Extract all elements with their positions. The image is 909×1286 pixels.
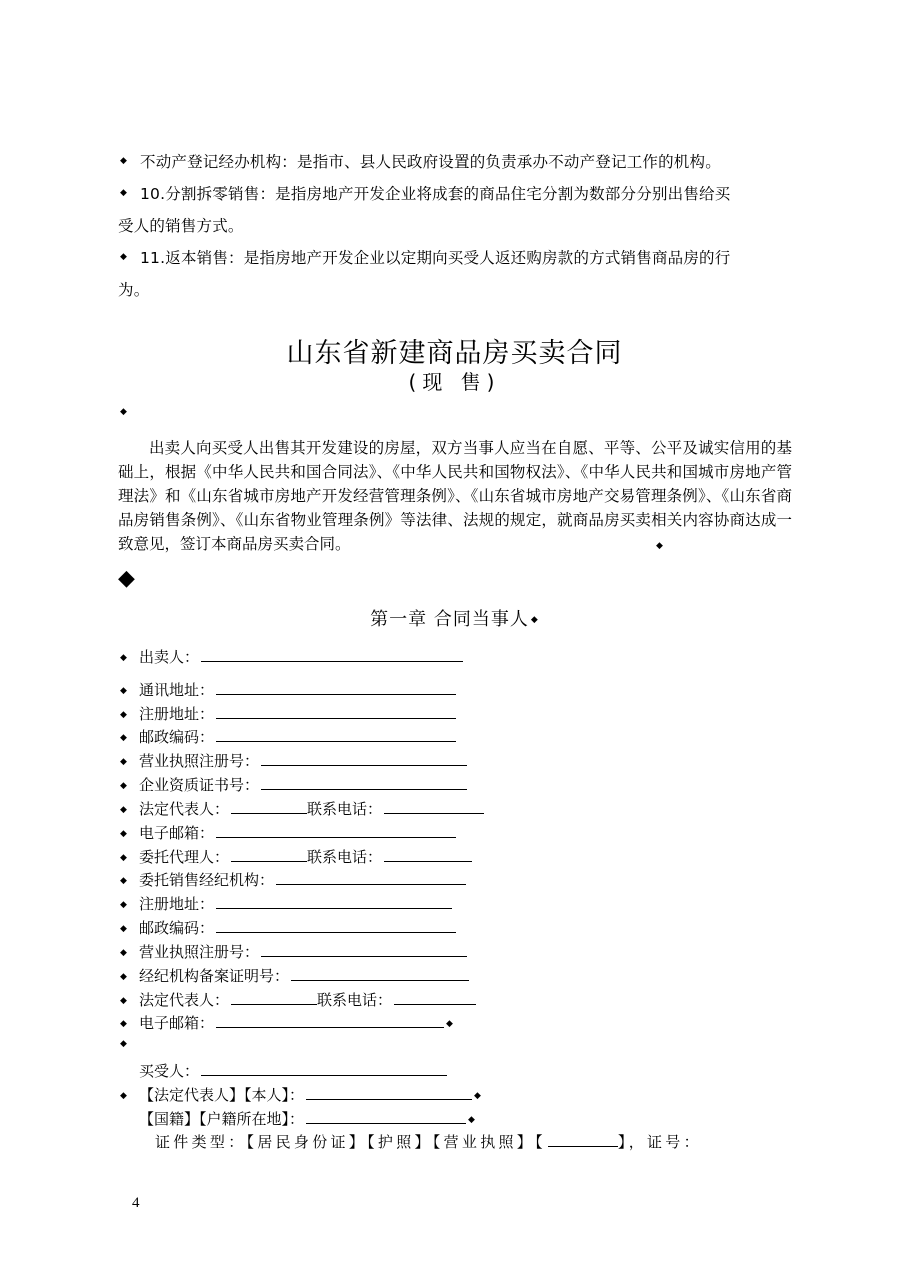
agency-postal-code-input[interactable]	[216, 918, 456, 933]
legal-rep-phone-input[interactable]	[384, 799, 484, 814]
bullet-icon: ◆	[120, 852, 127, 863]
bullet-icon: ◆	[120, 899, 127, 910]
contact-address-input[interactable]	[216, 680, 456, 695]
contract-title: 山东省新建商品房买卖合同	[286, 338, 623, 369]
bullet-icon: ◆	[120, 1018, 127, 1029]
agency-registered-address-input[interactable]	[216, 894, 452, 909]
bullet-icon: ◆	[120, 652, 127, 663]
postal-code-row: ◆ 邮政编码：	[120, 726, 456, 747]
bullet-icon: ◆	[120, 923, 127, 934]
agency-input[interactable]	[276, 870, 466, 885]
business-license-input[interactable]	[261, 751, 467, 766]
definition-10-line1: 10.分割拆零销售：是指房地产开发企业将成套的商品住宅分割为数部分分别出售给买	[140, 185, 731, 203]
registered-address-row: ◆ 注册地址：	[120, 703, 456, 724]
buyer-nationality-row: 【国籍】【户籍所在地】： ◆	[139, 1110, 475, 1128]
page-number: 4	[132, 1195, 140, 1211]
qualification-cert-input[interactable]	[261, 775, 467, 790]
buyer-id-row: 证件类型：【居民身份证】【护照】【营业执照】【 】，证号：	[155, 1133, 702, 1151]
qualification-cert-row: ◆ 企业资质证书号：	[120, 774, 467, 795]
bullet-icon: ◆	[120, 407, 127, 417]
bullet-icon: ◆	[120, 875, 127, 886]
postal-code-input[interactable]	[216, 727, 456, 742]
definition-1: 不动产登记经办机构：是指市、县人民政府设置的负责承办不动产登记工作的机构。	[140, 153, 721, 171]
bullet-icon: ◆	[468, 1114, 475, 1125]
definition-11-line2: 为。	[118, 281, 150, 299]
bullet-icon: ◆	[474, 1090, 481, 1101]
bullet-icon: ◆	[120, 995, 127, 1006]
agency-email-row: ◆ 电子邮箱： ◆	[120, 1014, 453, 1032]
bullet-icon: ◆	[120, 947, 127, 958]
bullet-icon: ◆	[656, 541, 663, 551]
agency-record-cert-row: ◆ 经纪机构备案证明号：	[120, 965, 469, 986]
buyer-id-type-input[interactable]	[548, 1132, 618, 1147]
agency-postal-code-row: ◆ 邮政编码：	[120, 917, 456, 938]
bullet-icon: ◆	[120, 1090, 127, 1101]
bullet-icon: ◆	[120, 188, 127, 198]
buyer-input[interactable]	[201, 1061, 447, 1076]
contact-address-row: ◆ 通讯地址：	[120, 679, 456, 700]
buyer-rep-row: ◆ 【法定代表人】【本人】： ◆	[120, 1086, 481, 1104]
agency-record-cert-input[interactable]	[291, 966, 469, 981]
intro-paragraph: 出卖人向买受人出售其开发建设的房屋，双方当事人应当在自愿、平等、公平及诚实信用的基础上，根据《中华人民共和国合同法》、《中华人民共和国物权法》、《中华人民共和国城市房地产管理法》和《山东省城市房地产开发经营管理条例》、《山东省城市房地产交易管理条例》、《山东省商品房销售条例》、《山东省物业管理条例》等法律、法规的规定，就商品房买卖相关内容协商达成一致意见，签订本商品房买卖合同。	[118, 439, 792, 553]
agency-legal-rep-input[interactable]	[231, 990, 317, 1005]
buyer-nationality-input[interactable]	[306, 1109, 466, 1124]
seller-row	[120, 646, 463, 667]
bullet-icon: ◆	[120, 828, 127, 839]
legal-rep-input[interactable]	[231, 799, 307, 814]
buyer-rep-input[interactable]	[306, 1085, 472, 1100]
agency-legal-rep-phone-input[interactable]	[394, 990, 476, 1005]
email-input[interactable]	[216, 823, 456, 838]
agency-email-input[interactable]	[216, 1013, 444, 1028]
bullet-icon: ◆	[120, 780, 127, 791]
bullet-icon: ◆	[120, 804, 127, 815]
bullet-icon: ◆	[120, 252, 127, 262]
business-license-row: ◆ 营业执照注册号：	[120, 750, 467, 771]
agency-row: ◆ 委托销售经纪机构：	[120, 869, 466, 890]
seller-label: 出卖人：	[139, 648, 200, 666]
agency-business-license-row: ◆ 营业执照注册号：	[120, 941, 467, 962]
agent-input[interactable]	[231, 847, 307, 862]
email-row: ◆ 电子邮箱：	[120, 822, 456, 843]
bullet-icon: ◆	[120, 156, 127, 166]
contract-subtitle: (现 售)	[408, 370, 501, 394]
seller-input[interactable]	[201, 647, 463, 662]
definition-11-line1: 11.返本销售：是指房地产开发企业以定期向买受人返还购房款的方式销售商品房的行	[140, 249, 731, 267]
bullet-icon: ◆	[446, 1018, 453, 1029]
agent-row: ◆ 委托代理人： 联系电话：	[120, 846, 472, 867]
bullet-icon: ◆	[120, 709, 127, 720]
agency-business-license-input[interactable]	[261, 942, 467, 957]
bullet-icon: ◆	[120, 685, 127, 696]
bullet-icon: ◆	[120, 971, 127, 982]
large-bullet-icon: ◆	[118, 566, 135, 591]
chapter-heading: 第一章 合同当事人 ◆	[370, 609, 539, 630]
legal-rep-row: ◆ 法定代表人： 联系电话：	[120, 798, 484, 819]
definition-10-line2: 受人的销售方式。	[118, 217, 244, 235]
bullet-icon: ◆	[120, 1039, 127, 1049]
agent-phone-input[interactable]	[384, 847, 472, 862]
agency-registered-address-row: ◆ 注册地址：	[120, 893, 452, 914]
registered-address-input[interactable]	[216, 704, 456, 719]
bullet-icon: ◆	[120, 732, 127, 743]
agency-legal-rep-row: ◆ 法定代表人： 联系电话：	[120, 989, 476, 1010]
buyer-row: 买受人：	[139, 1060, 447, 1081]
bullet-icon: ◆	[120, 756, 127, 767]
